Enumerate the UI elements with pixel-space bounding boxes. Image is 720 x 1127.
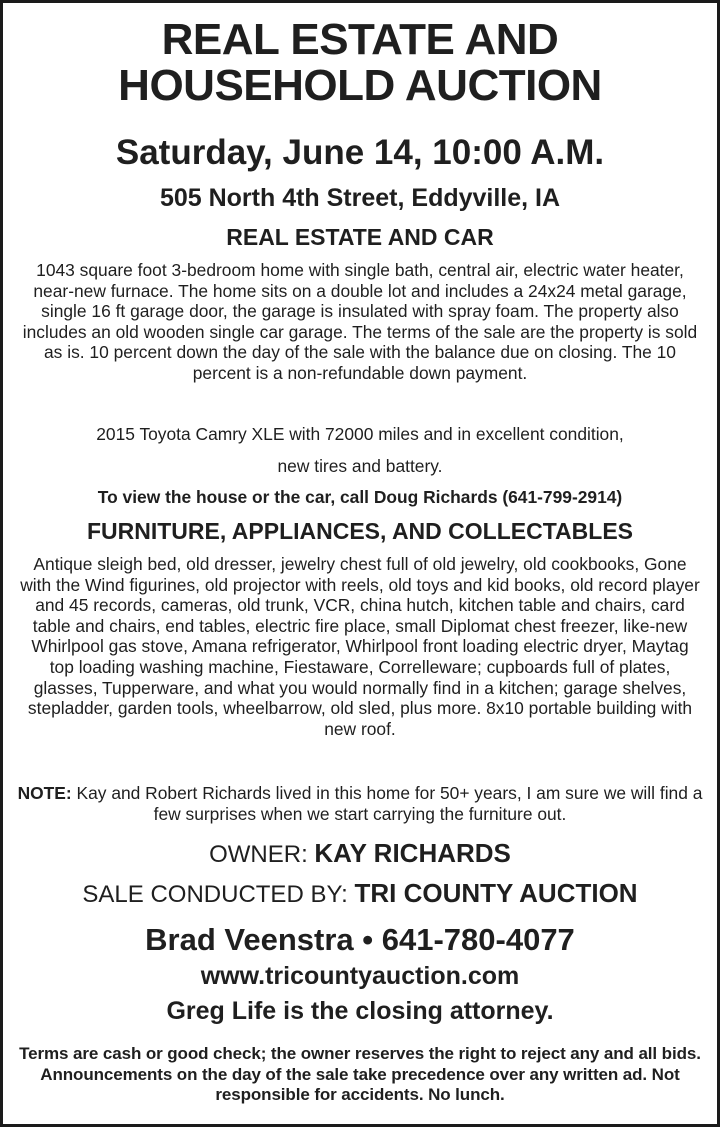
note-paragraph <box>3 783 717 824</box>
attorney-line: Greg Life is the closing attorney. <box>166 997 554 1025</box>
auctioneer-contact: Brad Veenstra • 641-780-4077 <box>145 922 575 957</box>
title-line-2: HOUSEHOLD AUCTION <box>118 61 602 110</box>
note-text: Kay and Robert Richards lived in this home for 50+ years, I am sure we will find a few surprises when we start carrying the furniture out. <box>71 783 703 824</box>
real-estate-description: 1043 square foot 3-bedroom home with single bath, central air, electric water heater, near-new furnace. The home sits on a double lot and includes a 24x24 metal garage, single 16 ft garage door, the garage is insulated with spray foam. The property also includes an old wooden single car garage. The terms of the sale are the property is sold as is. 10 percent down the day of the sale with the balance due on closing. The 10 percent is a non-refundable down payment. <box>22 260 698 383</box>
section-real-estate-heading: REAL ESTATE AND CAR <box>226 224 494 250</box>
sale-address: 505 North 4th Street, Eddyville, IA <box>159 184 561 212</box>
note-label: NOTE: <box>17 783 72 803</box>
ad-title <box>3 17 717 109</box>
website: www.tricountyauction.com <box>200 962 520 990</box>
section-furniture-heading: FURNITURE, APPLIANCES, AND COLLECTABLES <box>86 518 634 544</box>
conducted-label: SALE CONDUCTED BY: <box>82 881 355 908</box>
car-line-1: 2015 Toyota Camry XLE with 72000 miles and in excellent condition, <box>96 424 624 444</box>
terms-paragraph: Terms are cash or good check; the owner reserves the right to reject any and all bids. Announcements on the day of the sale take precedence over any written ad. Not responsible for accidents. No lunch. <box>19 1044 701 1104</box>
car-line-2: new tires and battery. <box>277 456 443 476</box>
furniture-description: Antique sleigh bed, old dresser, jewelry chest full of old jewelry, old cookbooks, Gone with the Wind figurines, old projector with reels, old toys and kid books, old record player and 45 records, cameras, old trunk, VCR, china hutch, kitchen table and chairs, card table and chairs, end tables, electric fire place, small Diplomat chest freezer, like-new Whirlpool gas stove, Amana refrigerator, Whirlpool front loading electric dryer, Maytag top loading washing machine, Fiestaware, Correlleware; cupboards full of plates, glasses, Tupperware, and what you would normally find in a kitchen; garage shelves, stepladder, garden tools, wheelbarrow, old sled, plus more. 8x10 portable building with new roof. <box>20 554 700 739</box>
title-line-1: REAL ESTATE AND <box>161 15 559 64</box>
viewing-contact: To view the house or the car, call Doug Richards (641-799-2914) <box>97 487 623 507</box>
owner-name: KAY RICHARDS <box>314 838 511 868</box>
sale-date: Saturday, June 14, 10:00 A.M. <box>115 133 605 172</box>
conducted-by-line <box>3 879 717 909</box>
owner-line <box>3 839 717 869</box>
owner-label: OWNER: <box>209 841 315 868</box>
auction-company-name: TRI COUNTY AUCTION <box>354 878 638 908</box>
